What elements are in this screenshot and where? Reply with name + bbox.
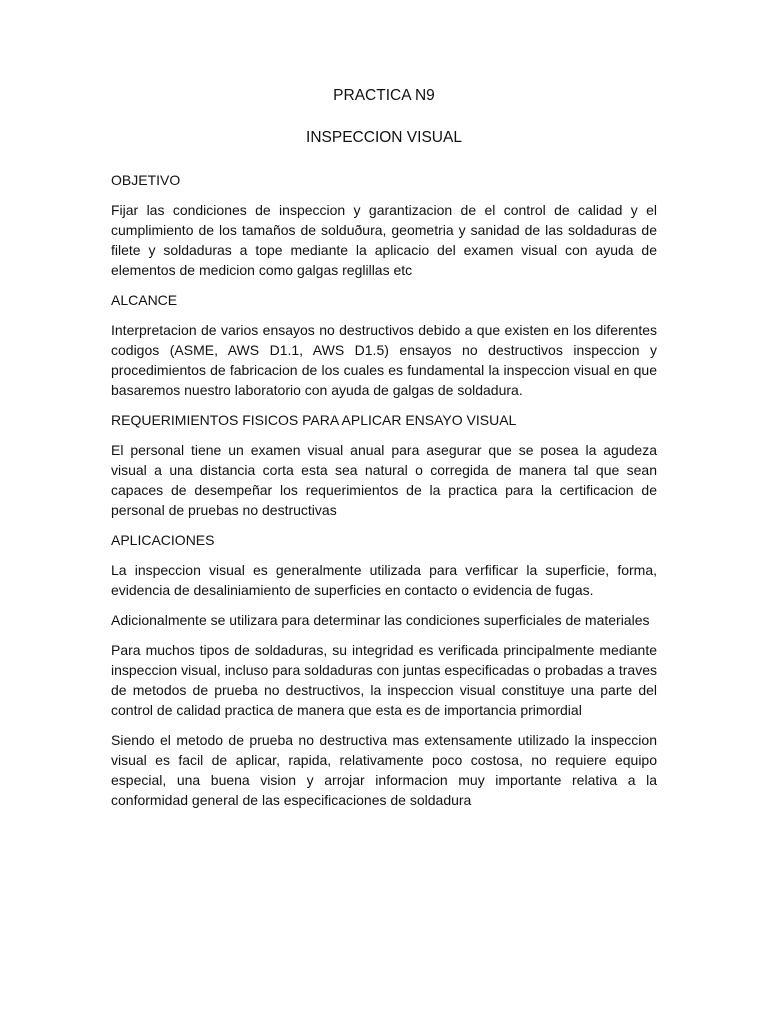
section-requerimientos (111, 410, 657, 520)
section-alcance (111, 290, 657, 400)
section-heading: APLICACIONES (111, 532, 215, 548)
section-paragraph: Fijar las condiciones de inspeccion y garantizacion de el control de calidad y el cumplimiento de los tamaños de solduðura, geometria y sanidad de las soldaduras de filete y soldaduras a tope mediante la aplicacio del examen visual con ayuda de elementos de medicion como galgas reglillas etc (111, 202, 657, 278)
section-heading: ALCANCE (111, 292, 178, 308)
section-paragraph: Para muchos tipos de soldaduras, su integridad es verificada principalmente mediante inspeccion visual, incluso para soldaduras con juntas especificadas o probadas a traves de metodos de prueba no destructivos, la inspeccion visual constituye una parte del control de calidad practica de manera que esta es de importancia primordial (111, 642, 657, 718)
section-paragraph: Siendo el metodo de prueba no destructiva mas extensamente utilizado la inspeccion visual es facil de aplicar, rapida, relativamente poco costosa, no requiere equipo especial, una buena vision y arrojar informacion muy importante relativa a la conformidad general de las especificaciones de soldadura (111, 732, 657, 808)
document-title: PRACTICA N9 (333, 87, 435, 104)
section-paragraph: El personal tiene un examen visual anual para asegurar que se posea la agudeza visual a una distancia corta esta sea natural o corregida de manera tal que sean capaces de desempeñar los requerimientos de la practica para la certificacion de personal de pruebas no destructivas (111, 442, 657, 518)
section-heading: REQUERIMIENTOS FISICOS PARA APLICAR ENSAYO VISUAL (111, 412, 517, 428)
document-subtitle: INSPECCION VISUAL (306, 129, 462, 146)
section-paragraph: Adicionalmente se utilizara para determinar las condiciones superficiales de materiales (111, 612, 650, 628)
section-aplicaciones (111, 530, 657, 810)
section-paragraph: Interpretacion de varios ensayos no destructivos debido a que existen en los diferentes codigos (ASME, AWS D1.1, AWS D1.5) ensayos no destructivos inspeccion y procedimientos de fabricacion de los cuales es fundamental la inspeccion visual en que basaremos nuestro laboratorio con ayuda de galgas de soldadura. (111, 322, 657, 398)
section-paragraph: La inspeccion visual es generalmente utilizada para verfificar la superficie, forma, evidencia de desaliniamiento de superficies en contacto o evidencia de fugas. (111, 562, 657, 598)
document-page (111, 86, 657, 820)
section-heading: OBJETIVO (111, 172, 181, 188)
section-objetivo (111, 170, 657, 280)
